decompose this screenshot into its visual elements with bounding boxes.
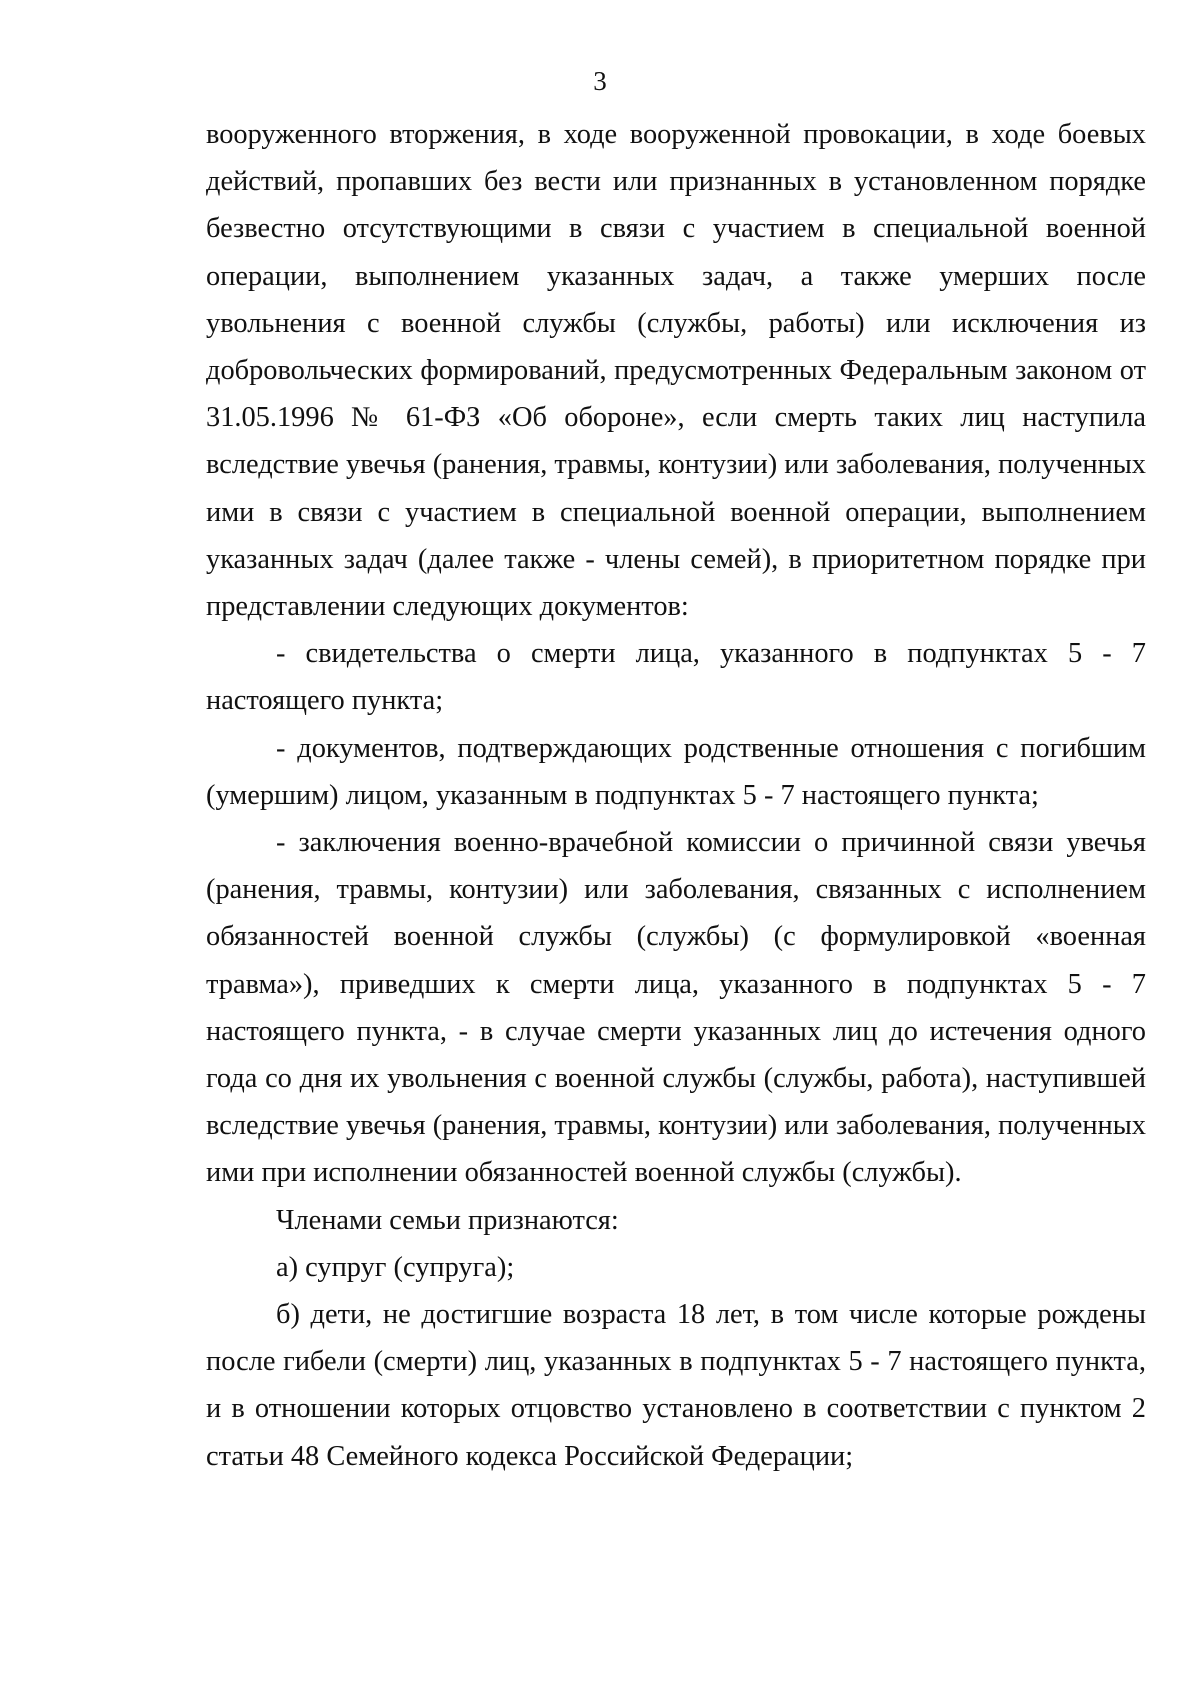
list-item-spouse: а) супруг (супруга); xyxy=(276,1251,515,1283)
paragraph-family-members-definition: вооруженного вторжения, в ходе вооруженной провокации, в ходе боевых действий, пропавших без вести или признанных в установленном порядке безвестно отсутствующими в связи с участием в специальной военной операции, выполнением указанных задач, а также умерших после увольнения с военной службы (службы, работы) или исключения из добровольческих формирований, предусмотренных Федеральным законом от 31.05.1996 № 61-ФЗ «Об обороне», если смерть таких лиц наступила вследствие увечья (ранения, травмы, контузии) или заболевания, полученных ими в связи с участием в специальной военной операции, выполнением указанных задач (далее также - члены семей), в приоритетном порядке при представлении следующих документов: xyxy=(206,119,1146,623)
list-item-medical-commission-conclusion: - заключения военно-врачебной комиссии о причинной связи увечья (ранения, травмы, контузии) или заболевания, связанных с исполнением обязанностей военной службы (службы) (с формулировкой «военная травма»), приведших к смерти лица, указанного в подпунктах 5 - 7 настоящего пункта, - в случае смерти указанных лиц до истечения одного года со дня их увольнения с военной службы (службы, работа), наступившей вследствие увечья (ранения, травмы, контузии) или заболевания, полученных ими при исполнении обязанностей военной службы (службы). xyxy=(206,827,1146,1189)
paragraph-family-members-heading: Членами семьи признаются: xyxy=(276,1204,619,1236)
page-number: 3 xyxy=(593,66,607,96)
list-item-kinship-documents: - документов, подтверждающих родственные отношения с погибшим (умершим) лицом, указанным в подпунктах 5 - 7 настоящего пункта; xyxy=(206,732,1146,811)
list-item-death-certificate: - свидетельства о смерти лица, указанного в подпунктах 5 - 7 настоящего пункта; xyxy=(206,638,1146,717)
list-item-children: б) дети, не достигшие возраста 18 лет, в том числе которые рождены после гибели (смерти) лиц, указанных в подпунктах 5 - 7 настоящего пункта, и в отношении которых отцовство установлено в соответствии с пунктом 2 статьи 48 Семейного кодекса Российской Федерации; xyxy=(206,1299,1146,1472)
document-body xyxy=(206,111,1146,1480)
